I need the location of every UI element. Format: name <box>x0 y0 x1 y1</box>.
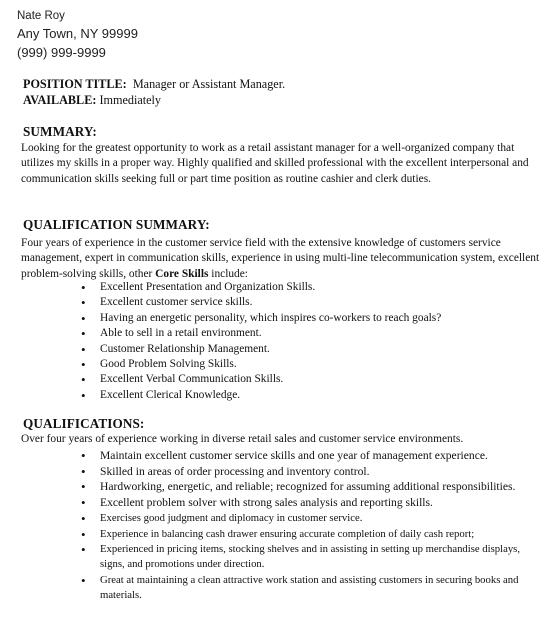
position-block <box>23 77 543 108</box>
position-title-label: POSITION TITLE: <box>23 77 127 91</box>
list-item: • Excellent Presentation and Organization Skills. <box>100 280 540 295</box>
list-item: • Excellent Verbal Communication Skills. <box>100 372 540 387</box>
intro-text-post: include: <box>208 267 248 280</box>
contact-address: Any Town, NY 99999 <box>17 26 138 41</box>
summary-heading: SUMMARY: <box>23 124 97 139</box>
contact-phone: (999) 999-9999 <box>17 45 106 60</box>
list-item: • Great at maintaining a clean attractive work station and assisting customers in securing books and materials. <box>100 573 530 603</box>
list-item: • Skilled in areas of order processing and inventory control. <box>100 464 530 479</box>
position-title-line <box>23 77 543 93</box>
qualifications-heading: QUALIFICATIONS: <box>23 416 145 431</box>
qualifications-list <box>100 448 530 604</box>
qualifications-section <box>23 415 543 432</box>
core-skills-list <box>100 280 540 403</box>
list-item: • Having an energetic personality, which inspires co-workers to reach goals? <box>100 311 540 326</box>
summary-body <box>22 141 542 187</box>
qualification-summary-intro <box>21 236 543 282</box>
position-title-value: Manager or Assistant Manager. <box>132 77 286 91</box>
contact-block <box>17 8 138 62</box>
list-item: • Exercises good judgment and diplomacy in customer service. <box>100 511 530 526</box>
list-item: • Experienced in pricing items, stocking shelves and in assisting in setting up merchandise displays, signs, and promotions under direction. <box>100 542 530 572</box>
core-skills-label: Core Skills <box>155 267 209 280</box>
list-item: • Excellent problem solver with strong sales analysis and reporting skills. <box>100 495 530 510</box>
intro-text-pre: Four years of experience in the customer service field with the extensive knowledge of customers service management, expert in communication skills, experience in using multi-line telecommunication system, excellent problem-solving skills, other <box>21 237 540 280</box>
qualifications-intro-block <box>22 432 542 447</box>
qualification-summary-heading: QUALIFICATION SUMMARY: <box>23 217 210 232</box>
qualifications-intro: Over four years of experience working in diverse retail sales and customer service environments. <box>21 433 464 445</box>
contact-name: Nate Roy <box>17 10 65 22</box>
list-item: • Maintain excellent customer service skills and one year of management experience. <box>100 448 530 463</box>
summary-section <box>23 123 543 140</box>
list-item: • Experience in balancing cash drawer ensuring accurate completion of daily cash report; <box>100 527 530 542</box>
list-item: • Able to sell in a retail environment. <box>100 326 540 341</box>
list-item: • Good Problem Solving Skills. <box>100 357 540 372</box>
list-item: • Excellent customer service skills. <box>100 295 540 310</box>
available-line <box>23 93 543 109</box>
list-item: • Customer Relationship Management. <box>100 342 540 357</box>
qualification-summary-section <box>23 216 543 233</box>
list-item: • Hardworking, energetic, and reliable; recognized for assuming additional responsibilities. <box>100 479 530 494</box>
qualification-summary-intro-block <box>22 236 542 282</box>
summary-text: Looking for the greatest opportunity to work as a retail assistant manager for a well-organized company that utilizes my skills in a proper way. Highly qualified and skilled professional with the excellent interpersonal and communication skills seeking full or part time position as routine cashier and clerk duties. <box>21 142 529 185</box>
list-item: • Excellent Clerical Knowledge. <box>100 388 540 403</box>
available-value: Immediately <box>99 92 162 107</box>
available-label: AVAILABLE: <box>23 92 97 107</box>
